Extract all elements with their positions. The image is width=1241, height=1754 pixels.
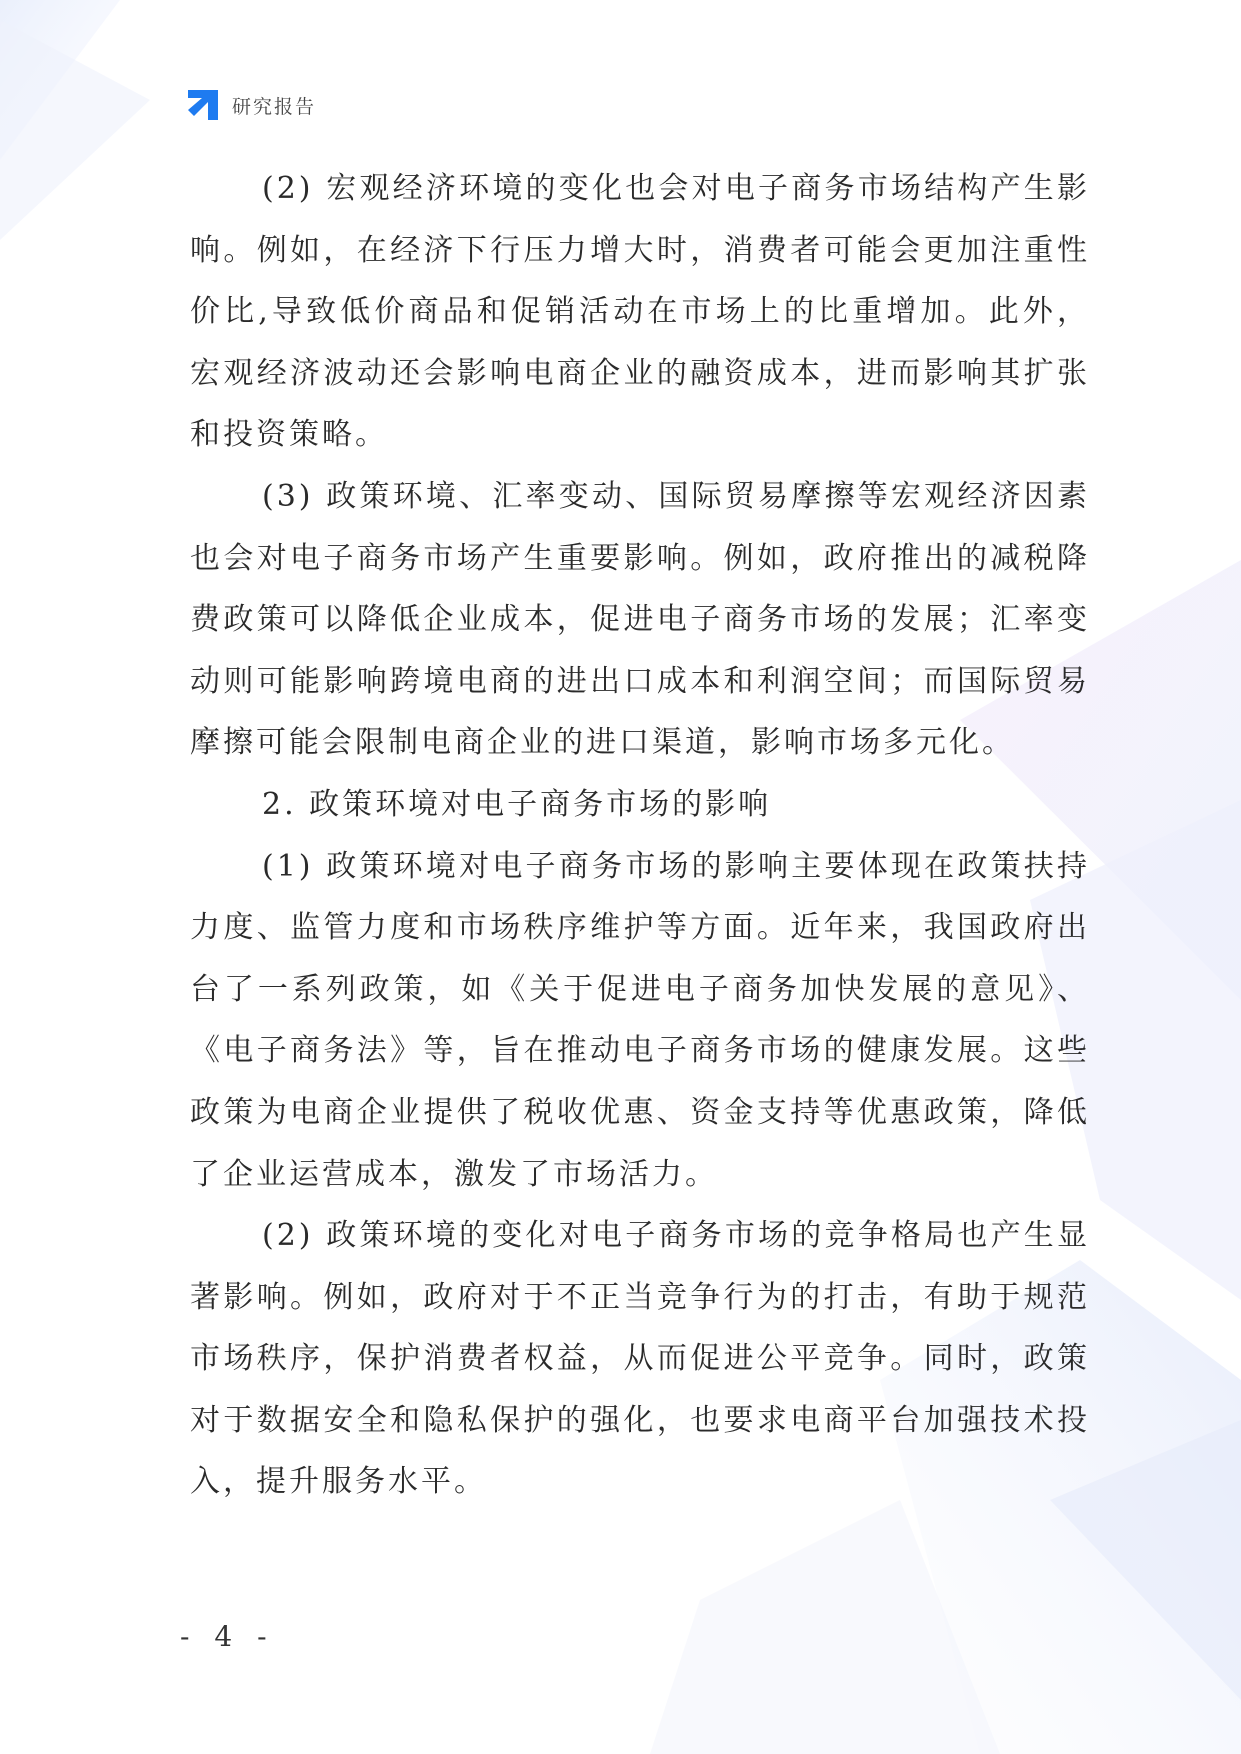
header xyxy=(186,88,316,122)
paragraph: (2) 政策环境的变化对电子商务市场的竞争格局也产生显著影响。例如，政府对于不正当竞争行为的打击，有助于规范市场秩序，保护消费者权益，从而促进公平竞争。同时，政策对于数据安全和隐私保护的强化，也要求电商平台加强技术投入，提升服务水平。 xyxy=(190,1218,1090,1500)
page-number: - 4 - xyxy=(180,1620,275,1653)
document-body xyxy=(190,158,1090,1513)
arrow-up-right-icon xyxy=(186,88,220,122)
paragraph: (1) 政策环境对电子商务市场的影响主要体现在政策扶持力度、监管力度和市场秩序维护等方面。近年来，我国政府出台了一系列政策，如《关于促进电子商务加快发展的意见》、《电子商务法》等，旨在推动电子商务市场的健康发展。这些政策为电商企业提供了税收优惠、资金支持等优惠政策，降低了企业运营成本，激发了市场活力。 xyxy=(190,848,1090,1192)
section-heading: 2. 政策环境对电子商务市场的影响 xyxy=(262,786,772,822)
header-title: 研究报告 xyxy=(232,95,317,118)
paragraph: (2) 宏观经济环境的变化也会对电子商务市场结构产生影响。例如，在经济下行压力增大时，消费者可能会更加注重性价比,导致低价商品和促销活动在市场上的比重增加。此外，宏观经济波动还会影响电商企业的融资成本，进而影响其扩张和投资策略。 xyxy=(190,171,1090,453)
paragraph: (3) 政策环境、汇率变动、国际贸易摩擦等宏观经济因素也会对电子商务市场产生重要影响。例如，政府推出的减税降费政策可以降低企业成本，促进电子商务市场的发展；汇率变动则可能影响跨境电商的进出口成本和利润空间；而国际贸易摩擦可能会限制电商企业的进口渠道，影响市场多元化。 xyxy=(190,478,1090,761)
